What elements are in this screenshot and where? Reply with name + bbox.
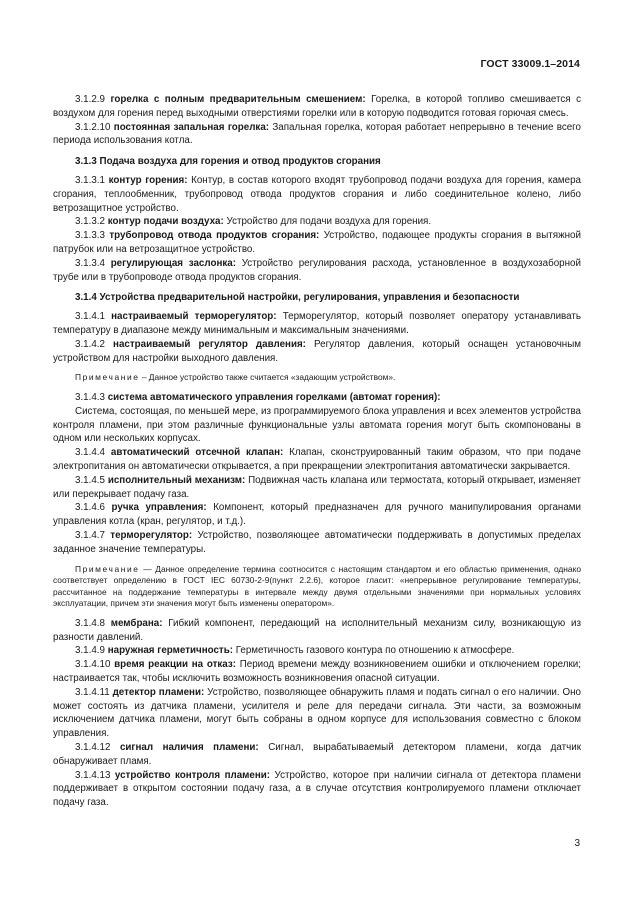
- paragraph-3-1-4-2: 3.1.4.2 настраиваемый регулятор давления: Регулятор давления, который оснащен установочным устройством для настройки выходного давления.: [53, 338, 581, 364]
- paragraph-3-1-3-2: 3.1.3.2 контур подачи воздуха: Устройство для подачи воздуха для горения.: [75, 216, 432, 228]
- paragraph-3-1-4-3: 3.1.4.3 система автоматического управления горелками (автомат горения):: [75, 391, 441, 403]
- paragraph-3-1-4-5: 3.1.4.5 исполнительный механизм: Подвижная часть клапана или термостата, который открывает, изменяет или перекрывает подачу газа.: [53, 474, 581, 500]
- paragraph-3-1-4-4: 3.1.4.4 автоматический отсечной клапан: Клапан, сконструированный таким образом, что при подаче электропитания он автоматически открывается, а при прекращении электропитания автоматически закрывается.: [53, 447, 581, 472]
- paragraph-3-1-4-7: 3.1.4.7 терморегулятор: Устройство, позволяющее автоматически поддерживать в допустимых пределах заданное значение температуры.: [53, 529, 581, 555]
- page-number: 3: [574, 838, 580, 849]
- paragraph-3-1-4-3-body: Система, состоящая, по меньшей мере, из программируемого блока управления и всех элементов устройства контроля пламени, при этом различные функциональные узлы автомата горения могут быть скомпонованы в одном или нескольких корпусах.: [53, 405, 581, 445]
- paragraph-3-1-2-9: 3.1.2.9 горелка с полным предварительным смешением: Горелка, в которой топливо смешивается с воздухом для горения перед выходными отверстиями горелки или в которую подводится готовая горючая смесь.: [53, 94, 581, 119]
- paragraph-3-1-3-3: 3.1.3.3 трубопровод отвода продуктов сгорания: Устройство, подающее продукты сгорания в вытяжной патрубок или на ветрозащитное устройство.: [53, 230, 581, 255]
- paragraph-3-1-4-1: 3.1.4.1 настраиваемый терморегулятор: Терморегулятор, который позволяет оператору устанавливать температуру в диапазоне между минимальным и максимальным значениями.: [53, 311, 581, 336]
- note-3-1-4-7: Примечание — Данное определение термина соотносится с настоящим стандартом и его областью применения, однако соответствует определению в ГОСТ IEC 60730-2-9(пункт 2.2.6), которое гласит: «непрерывное регулирование температуры, рассчитанное на поддержание температуры в интервале между двумя отдельными значениями при нормальных условиях эксплуатации, причем эти значения могут быть изменены оператором».: [53, 563, 581, 609]
- section-heading-3-1-4: 3.1.4 Устройства предварительной настройки, регулирования, управления и безопасности: [75, 292, 520, 304]
- paragraph-3-1-4-8: 3.1.4.8 мембрана: Гибкий компонент, передающий на исполнительный механизм силу, возникающую из разности давлений.: [53, 617, 581, 643]
- paragraph-3-1-3-4: 3.1.3.4 регулирующая заслонка: Устройство регулирования расхода, установленное в воздухозаборной трубе или в трубопроводе отвода продуктов сгорания.: [53, 257, 581, 283]
- paragraph-3-1-4-9: 3.1.4.9 наружная герметичность: Герметичность газового контура по отношению к атмосфере.: [75, 645, 515, 657]
- document-body: [53, 93, 581, 810]
- paragraph-3-1-4-10: 3.1.4.10 время реакции на отказ: Период времени между возникновением ошибки и отключением горелки; настраивается так, чтобы исключить возможность возникновения опасной ситуации.: [53, 659, 581, 685]
- paragraph-3-1-4-13: 3.1.4.13 устройство контроля пламени: Устройство, которое при наличии сигнала от детектора пламени поддерживает в открытом состоянии подачу газа, а в случае отсутствия контролируемого пламени отключает подачу газа.: [53, 769, 581, 809]
- note-3-1-4-2: Примечание – Данное устройство также считается «задающим устройством».: [75, 372, 396, 383]
- standard-header: ГОСТ 33009.1–2014: [480, 58, 580, 70]
- paragraph-3-1-4-6: 3.1.4.6 ручка управления: Компонент, который предназначен для ручного манипулирования органами управления котла (кран, регулятор, и т.д.).: [53, 502, 581, 528]
- section-heading-3-1-3: 3.1.3 Подача воздуха для горения и отвод продуктов сгорания: [75, 156, 381, 168]
- paragraph-3-1-3-1: 3.1.3.1 контур горения: Контур, в состав которого входят трубопровод подачи воздуха для горения, камера сгорания, теплообменник, трубопровод отвода продуктов сгорания и либо соединительное колено, либо ветрозащитное устройство.: [53, 174, 581, 214]
- paragraph-3-1-2-10: 3.1.2.10 постоянная запальная горелка: Запальная горелка, которая работает непрерывно в течение всего периода использования котла.: [53, 121, 581, 147]
- paragraph-3-1-4-11: 3.1.4.11 детектор пламени: Устройство, позволяющее обнаружить пламя и подать сигнал о его наличии. Оно может состоять из датчика пламени, усилителя и реле для передачи сигнала. Эти части, за возможным исключением датчика пламени, могут быть собраны в одном корпусе для использования совместно с блоком управления.: [53, 686, 581, 740]
- paragraph-3-1-4-12: 3.1.4.12 сигнал наличия пламени: Сигнал, вырабатываемый детектором пламени, когда датчик обнаруживает пламя.: [53, 742, 581, 767]
